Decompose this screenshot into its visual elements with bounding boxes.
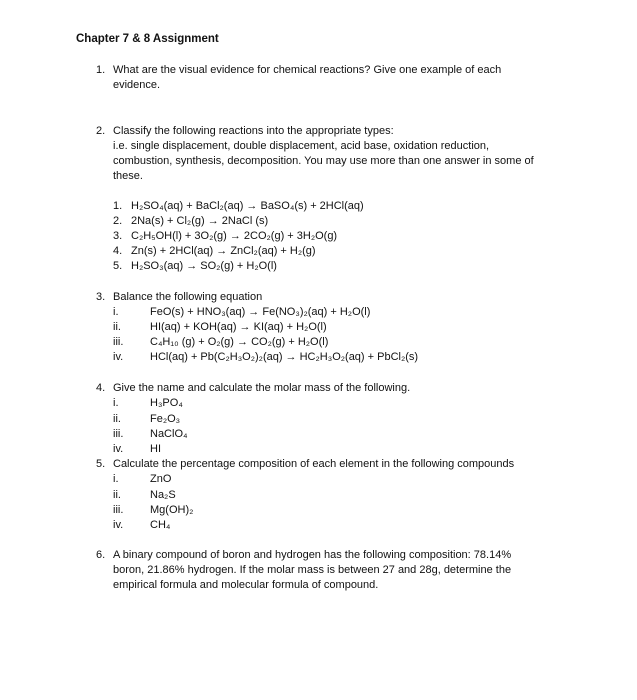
compound-item: H₃PO₄ (150, 397, 183, 409)
compound-item: NaClO₄ (150, 428, 188, 440)
question-text-line: What are the visual evidence for chemical reactions? Give one example of each (113, 64, 502, 76)
question-text-line: Calculate the percentage composition of each element in the following compounds (113, 458, 515, 470)
question-number: 3. (96, 291, 106, 303)
question-text-line: these. (113, 170, 143, 182)
compound-item: CH₄ (150, 519, 171, 531)
list-item-number: ii. (113, 321, 121, 333)
compound-item: Na₂S (150, 489, 176, 501)
equation-item: C₄H₁₀ (g) + O₂(g) → CO₂(g) + H₂O(l) (150, 336, 329, 348)
question-text-line: boron, 21.86% hydrogen. If the molar mass is between 27 and 28g, determine the (113, 564, 512, 576)
question-number: 2. (96, 125, 106, 137)
compound-item: Fe₂O₃ (150, 413, 181, 425)
question-text-line: Classify the following reactions into the appropriate types: (113, 125, 394, 137)
list-item-number: i. (113, 306, 119, 318)
list-item-number: iv. (113, 443, 124, 455)
list-item-number: iv. (113, 519, 124, 531)
compound-item: ZnO (150, 473, 172, 485)
question-text-line: combustion, synthesis, decomposition. You may use more than one answer in some of (113, 155, 534, 167)
question-text-line: empirical formula and molecular formula of compound. (113, 579, 379, 591)
equation-item: FeO(s) + HNO₃(aq) → Fe(NO₃)₂(aq) + H₂O(l) (150, 306, 371, 318)
list-item-number: 4. (113, 245, 123, 257)
list-item-number: iv. (113, 351, 124, 363)
equation-item: HCl(aq) + Pb(C₂H₃O₂)₂(aq) → HC₂H₃O₂(aq) + PbCl₂(s) (150, 351, 419, 363)
question-text-line: A binary compound of boron and hydrogen has the following composition: 78.14% (113, 549, 512, 561)
compound-item: HI (150, 443, 161, 455)
reaction-item: 2Na(s) + Cl₂(g) → 2NaCl (s) (131, 215, 269, 227)
reaction-item: H₂SO₄(aq) + BaCl₂(aq) → BaSO₄(s) + 2HCl(aq) (131, 200, 364, 212)
list-item-number: ii. (113, 489, 121, 501)
list-item-number: 3. (113, 230, 123, 242)
reaction-item: C₂H₅OH(l) + 3O₂(g) → 2CO₂(g) + 3H₂O(g) (131, 230, 338, 242)
list-item-number: iii. (113, 336, 124, 348)
list-item-number: 1. (113, 200, 123, 212)
question-text-line: i.e. single displacement, double displacement, acid base, oxidation reduction, (113, 140, 490, 152)
list-item-number: i. (113, 473, 119, 485)
question-text-line: Balance the following equation (113, 291, 263, 303)
compound-item: Mg(OH)₂ (150, 504, 194, 516)
list-item-number: iii. (113, 504, 124, 516)
list-item-number: i. (113, 397, 119, 409)
question-number: 6. (96, 549, 106, 561)
list-item-number: iii. (113, 428, 124, 440)
document-title: Chapter 7 & 8 Assignment (76, 33, 219, 45)
question-text-line: Give the name and calculate the molar mass of the following. (113, 382, 411, 394)
reaction-item: H₂SO₃(aq) → SO₂(g) + H₂O(l) (131, 260, 277, 272)
equation-item: HI(aq) + KOH(aq) → KI(aq) + H₂O(l) (150, 321, 327, 333)
list-item-number: 2. (113, 215, 123, 227)
list-item-number: 5. (113, 260, 123, 272)
question-number: 4. (96, 382, 106, 394)
list-item-number: ii. (113, 413, 121, 425)
question-text-line: evidence. (113, 79, 161, 91)
reaction-item: Zn(s) + 2HCl(aq) → ZnCl₂(aq) + H₂(g) (131, 245, 316, 257)
question-number: 1. (96, 64, 106, 76)
question-number: 5. (96, 458, 106, 470)
